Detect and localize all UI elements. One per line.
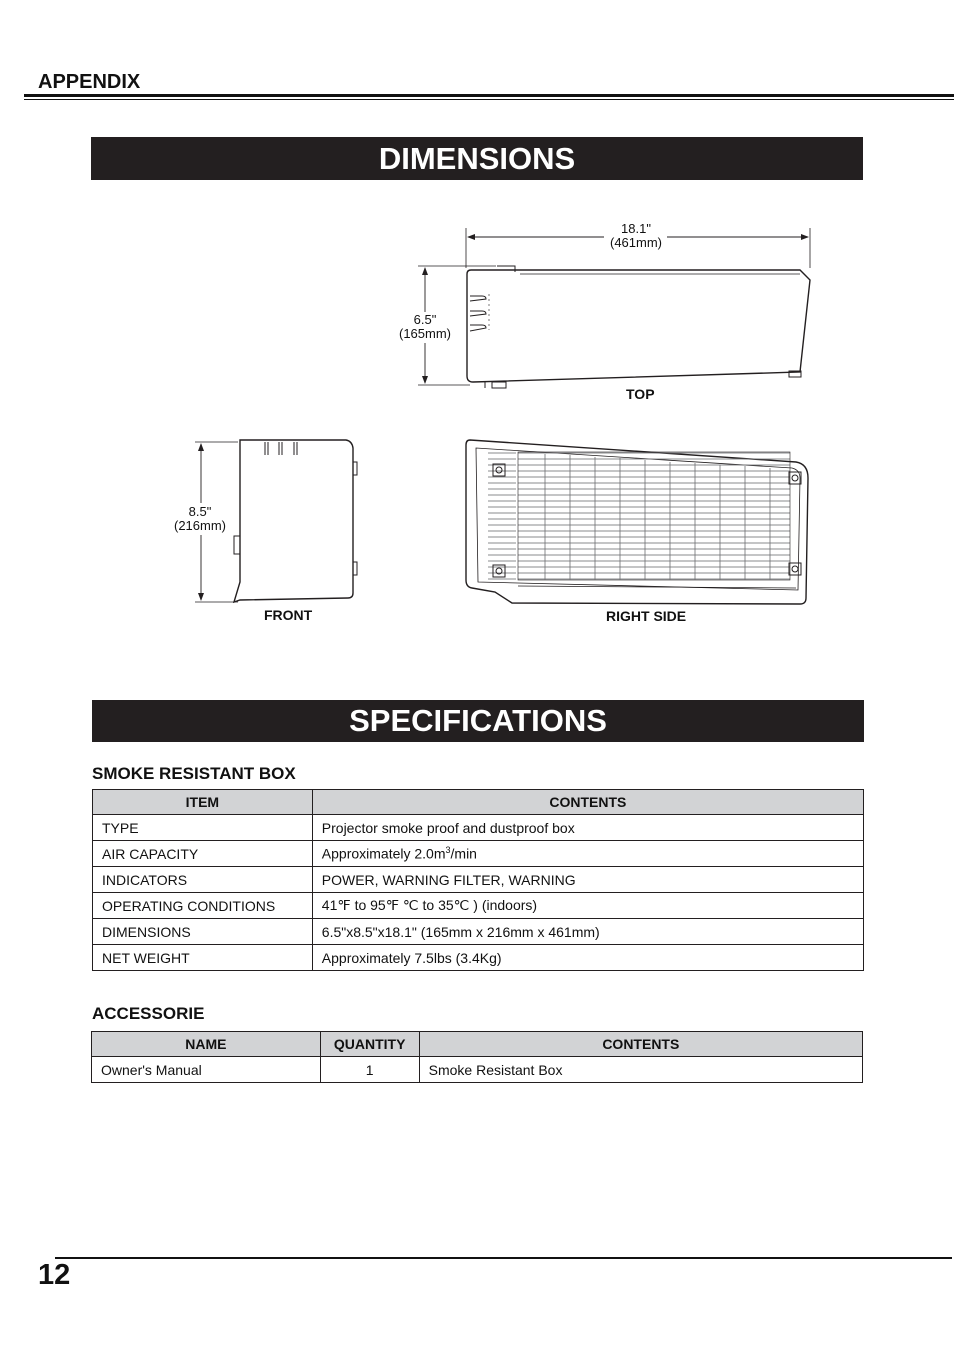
item-cell: OPERATING CONDITIONS — [93, 893, 313, 919]
table-row — [92, 1057, 863, 1083]
column-header-name: NAME — [92, 1032, 321, 1057]
table-row — [93, 945, 864, 971]
width-mm: (461mm) — [609, 235, 662, 250]
contents-cell — [312, 841, 863, 867]
item-cell: NET WEIGHT — [93, 945, 313, 971]
item-cell: DIMENSIONS — [93, 919, 313, 945]
right-side-view-drawing — [466, 440, 808, 604]
column-header-contents: CONTENTS — [419, 1032, 862, 1057]
top-view-drawing — [418, 228, 810, 388]
quantity-cell: 1 — [320, 1057, 419, 1083]
smoke-box-table — [92, 789, 864, 971]
height-mm: (165mm) — [398, 326, 451, 341]
table-header-row — [92, 1032, 863, 1057]
contents-cell: Approximately 7.5lbs (3.4Kg) — [312, 945, 863, 971]
depth-mm: (216mm) — [173, 518, 226, 533]
air-capacity-unit: /min — [450, 845, 477, 862]
table-row — [93, 815, 864, 841]
page-number: 12 — [38, 1259, 71, 1291]
depth-inches: 8.5" — [188, 504, 212, 519]
contents-cell: POWER, WARNING FILTER, WARNING — [312, 867, 863, 893]
column-header-item: ITEM — [93, 790, 313, 815]
column-header-contents: CONTENTS — [312, 790, 863, 815]
smoke-box-heading: SMOKE RESISTANT BOX — [92, 764, 296, 783]
contents-cell: 6.5"x8.5"x18.1" (165mm x 216mm x 461mm) — [312, 919, 863, 945]
name-cell: Owner's Manual — [92, 1057, 321, 1083]
table-header-row — [93, 790, 864, 815]
contents-cell: 41℉ to 95℉ ℃ to 35℃ ) (indoors) — [312, 893, 863, 919]
specifications-title: SPECIFICATIONS — [92, 700, 864, 742]
item-cell: INDICATORS — [93, 867, 313, 893]
table-row — [93, 841, 864, 867]
height-dimension — [392, 313, 458, 341]
right-side-view-label: RIGHT SIDE — [606, 608, 687, 624]
table-row — [93, 893, 864, 919]
section-label: APPENDIX — [38, 71, 141, 93]
item-cell: AIR CAPACITY — [93, 841, 313, 867]
height-inches: 6.5" — [413, 312, 437, 327]
accessorie-table — [91, 1031, 863, 1083]
width-inches: 18.1" — [621, 221, 651, 236]
contents-cell: Smoke Resistant Box — [419, 1057, 862, 1083]
contents-cell: Projector smoke proof and dustproof box — [312, 815, 863, 841]
footer-rule — [55, 1257, 952, 1259]
accessorie-heading: ACCESSORIE — [92, 1004, 205, 1023]
front-view-label: FRONT — [264, 607, 313, 623]
item-cell: TYPE — [93, 815, 313, 841]
width-dimension — [596, 222, 676, 250]
air-capacity-value: Approximately 2.0m — [321, 845, 446, 862]
table-row — [93, 867, 864, 893]
table-row — [93, 919, 864, 945]
depth-dimension — [167, 505, 233, 533]
top-view-label: TOP — [626, 386, 655, 402]
air-capacity-exponent: 3 — [445, 845, 451, 856]
dimensions-title: DIMENSIONS — [91, 137, 863, 180]
column-header-quantity: QUANTITY — [320, 1032, 419, 1057]
